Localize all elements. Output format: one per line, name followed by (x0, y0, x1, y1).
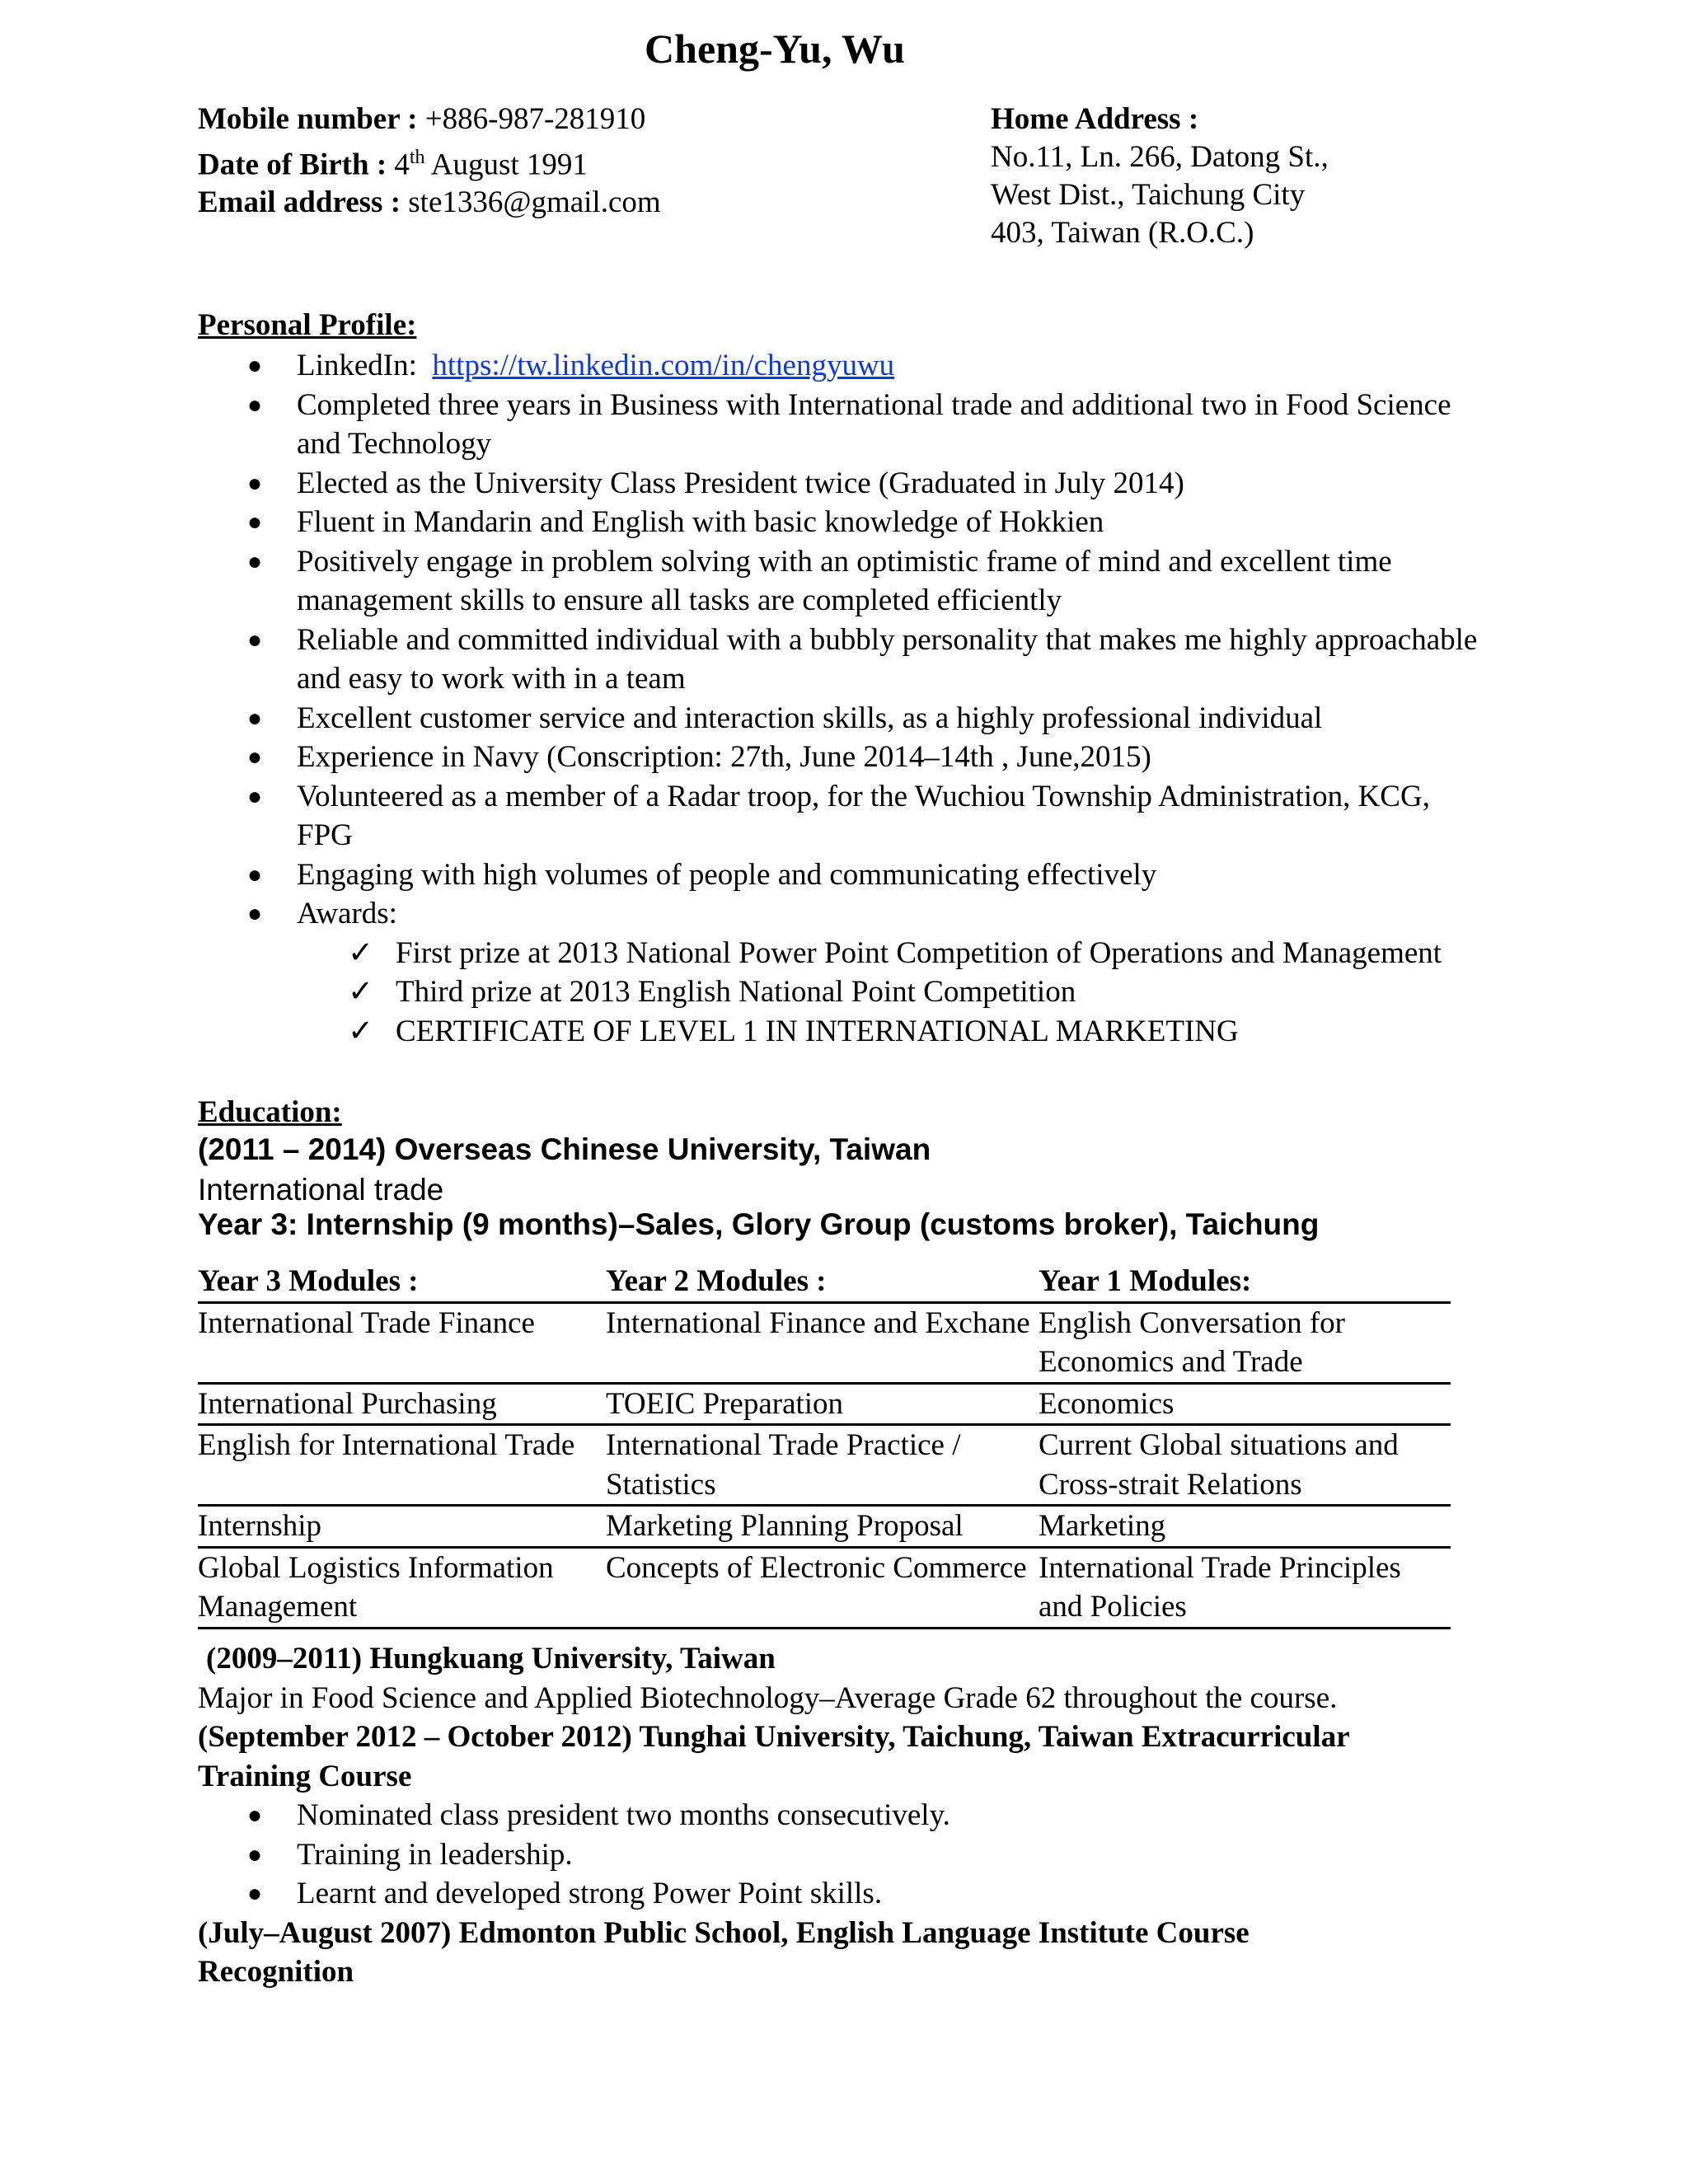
ocu-major: International trade (198, 1173, 444, 1207)
profile-heading: Personal Profile: (198, 308, 417, 342)
table-cell: Marketing (1039, 1506, 1451, 1548)
education-heading: Education: (198, 1095, 342, 1129)
dob-day: 4 (394, 148, 410, 182)
email-label: Email address : (198, 185, 401, 220)
table-cell: Concepts of Electronic Commerce (606, 1547, 1039, 1628)
table-cell: English for International Trade (198, 1425, 606, 1506)
dob-line (198, 138, 940, 184)
th-list (198, 1796, 1484, 1914)
table-cell: International Finance and Exchane (606, 1302, 1039, 1383)
list-item (198, 503, 1484, 542)
table-row (198, 1425, 1451, 1506)
table-cell: English Conversation for Economics and Trade (1039, 1302, 1451, 1383)
table-cell: International Purchasing (198, 1383, 606, 1425)
list-item (198, 855, 1484, 895)
bullet-icon: ● (247, 1802, 263, 1829)
address-block (991, 101, 1617, 252)
table-cell: Global Logistics Information Management (198, 1547, 606, 1628)
bullet-icon: ● (247, 1880, 263, 1907)
profile-bullet-text: Excellent customer service and interaction skills, as a highly professional individual (297, 701, 1323, 735)
dob-suffix: th (409, 147, 425, 168)
table-cell: International Trade Practice / Statistics (606, 1425, 1039, 1506)
table-cell: International Trade Principles and Policies (1039, 1547, 1451, 1628)
email-line (198, 184, 940, 222)
bullet-icon: ● (247, 352, 263, 379)
award-item (198, 934, 1484, 973)
address-line: West Dist., Taichung City (991, 178, 1306, 212)
table-cell: International Trade Finance (198, 1302, 606, 1383)
dob-label: Date of Birth : (198, 148, 387, 182)
mobile-value: +886-987-281910 (424, 102, 646, 136)
profile-bullet-text: Experience in Navy (Conscription: 27th, June 2014–14th , June,2015) (297, 740, 1151, 774)
list-item (198, 1835, 1484, 1875)
bullet-icon: ● (247, 704, 263, 732)
awards-list (198, 934, 1484, 1052)
column-header: Year 3 Modules : (198, 1264, 419, 1298)
table-cell: Internship (198, 1506, 606, 1548)
award-text: CERTIFICATE OF LEVEL 1 IN INTERNATIONAL MARKETING (396, 1014, 1239, 1048)
profile-bullet-text: Fluent in Mandarin and English with basic knowledge of Hokkien (297, 505, 1104, 539)
profile-bullet-text: Volunteered as a member of a Radar troop, for the Wuchiou Township Administration, KCG, FPG (297, 779, 1430, 852)
list-item (198, 1796, 1484, 1835)
bullet-icon: ● (247, 860, 263, 888)
dob-rest: August 1991 (430, 148, 588, 182)
th-title: (September 2012 – October 2012) Tunghai University, Taichung, Taiwan Extracurricular Training Course (198, 1720, 1349, 1793)
profile-list (198, 346, 1484, 934)
bullet-icon: ● (247, 743, 263, 771)
education-other (198, 1639, 1484, 1992)
th-bullet-text: Nominated class president two months consecutively. (297, 1798, 950, 1832)
bullet-icon: ● (247, 509, 263, 536)
bullet-icon: ● (247, 1840, 263, 1868)
modules-table (198, 1262, 1451, 1629)
address-line: No.11, Ln. 266, Datong St., (991, 140, 1329, 174)
profile-bullet-text: Elected as the University Class President twice (Graduated in July 2014) (297, 466, 1184, 500)
list-item (198, 542, 1484, 621)
check-icon: ✓ (348, 1014, 374, 1048)
list-item (198, 738, 1484, 777)
award-item (198, 1012, 1484, 1052)
profile-bullet-text: Engaging with high volumes of people and communicating effectively (297, 857, 1157, 892)
profile-section (198, 346, 1484, 1051)
hk-description: Major in Food Science and Applied Biotechnology–Average Grade 62 throughout the course. (198, 1680, 1338, 1715)
table-row (198, 1506, 1451, 1548)
award-text: First prize at 2013 National Power Point Competition of Operations and Management (396, 935, 1442, 970)
ocu-internship: Year 3: Internship (9 months)–Sales, Glory Group (customs broker), Taichung (198, 1207, 1320, 1241)
ed-title: (July–August 2007) Edmonton Public School, English Language Institute Course Recognition (198, 1915, 1250, 1989)
list-item (198, 621, 1484, 699)
address-label: Home Address : (991, 102, 1199, 136)
award-text: Third prize at 2013 English National Point Competition (396, 975, 1076, 1009)
bullet-icon: ● (247, 469, 263, 497)
list-item (198, 777, 1484, 855)
table-row (198, 1302, 1451, 1383)
list-item (198, 346, 1484, 386)
table-cell: Current Global situations and Cross-strait Relations (1039, 1425, 1451, 1506)
mobile-label: Mobile number : (198, 102, 418, 136)
linkedin-label: LinkedIn: (297, 349, 417, 382)
modules-header-row (198, 1262, 1451, 1302)
table-row (198, 1547, 1451, 1628)
table-cell: Economics (1039, 1383, 1451, 1425)
hk-title: (2009–2011) Hungkuang University, Taiwan (206, 1642, 776, 1675)
list-item (198, 699, 1484, 738)
bullet-icon: ● (247, 626, 263, 654)
ocu-title: (2011 – 2014) Overseas Chinese University, Taiwan (198, 1132, 931, 1166)
profile-bullet-text: Completed three years in Business with International trade and additional two in Food Science and Technology (297, 387, 1451, 461)
mobile-line (198, 101, 940, 138)
check-icon: ✓ (348, 975, 374, 1009)
awards-label: Awards: (297, 897, 397, 930)
bullet-icon: ● (247, 900, 263, 927)
th-bullet-text: Learnt and developed strong Power Point skills. (297, 1877, 883, 1910)
table-row (198, 1383, 1451, 1425)
th-bullet-text: Training in leadership. (297, 1837, 573, 1872)
linkedin-link[interactable]: https://tw.linkedin.com/in/chengyuwu (432, 349, 895, 382)
list-item (198, 464, 1484, 504)
bullet-icon: ● (247, 391, 263, 419)
list-item (198, 1874, 1484, 1914)
column-header: Year 2 Modules : (606, 1264, 827, 1298)
table-cell: TOEIC Preparation (606, 1383, 1039, 1425)
profile-bullet-text: Positively engage in problem solving with an optimistic frame of mind and excellent time management skills to ensure all tasks are completed efficiently (297, 544, 1392, 617)
column-header: Year 1 Modules: (1039, 1264, 1252, 1298)
list-item (198, 386, 1484, 464)
list-item (198, 894, 1484, 934)
table-cell: Marketing Planning Proposal (606, 1506, 1039, 1548)
contact-block (198, 101, 940, 222)
email-value: ste1336@gmail.com (408, 185, 661, 220)
address-line: 403, Taiwan (R.O.C.) (991, 216, 1254, 250)
bullet-icon: ● (247, 782, 263, 810)
resume-name: Cheng-Yu, Wu (645, 26, 905, 72)
bullet-icon: ● (247, 547, 263, 575)
check-icon: ✓ (348, 935, 374, 970)
profile-bullet-text: Reliable and committed individual with a bubbly personality that makes me highly approachable and easy to work with in a team (297, 622, 1478, 696)
award-item (198, 972, 1484, 1012)
